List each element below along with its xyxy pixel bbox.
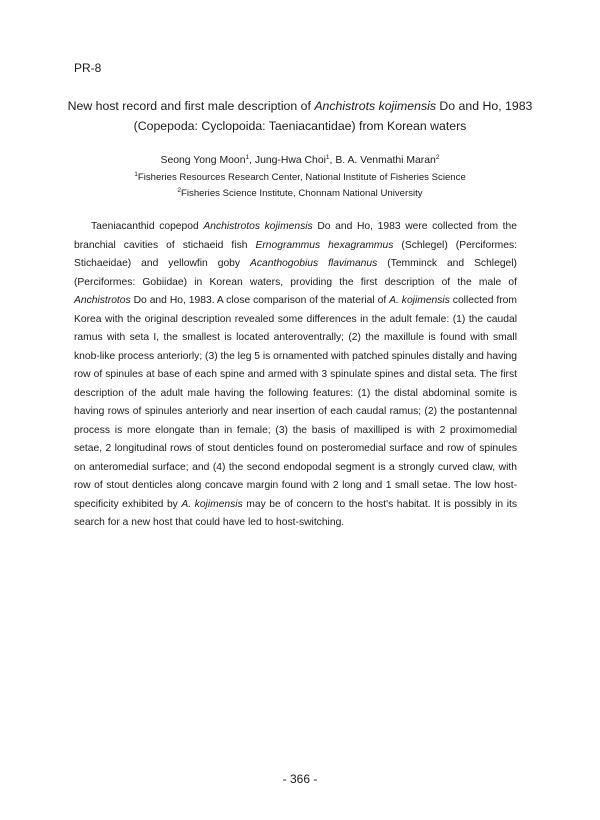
- abstract-text-run: (Schlegel) (Perciformes: Stichaeidae) and yellowfin goby: [74, 239, 517, 269]
- author-separator: ,: [249, 155, 255, 166]
- author: [335, 155, 439, 166]
- abstract-text-run: Taeniacanthid copepod: [91, 221, 204, 232]
- author-separator: ,: [329, 155, 336, 166]
- presentation-code: PR-8: [74, 61, 102, 75]
- author-name: Jung-Hwa Choi: [254, 155, 326, 166]
- page-number: - 366 -: [282, 772, 318, 786]
- abstract-species-name: Anchistrotos kojimensis: [203, 221, 313, 232]
- affiliation-mark: 2: [177, 187, 182, 194]
- affiliation-2: [60, 188, 540, 200]
- abstract-species-name: Acanthogobius flavimanus: [250, 258, 378, 269]
- author-name: Seong Yong Moon: [160, 155, 246, 166]
- author-name: B. A. Venmathi Maran: [335, 155, 436, 166]
- abstract-text-run: (Temminck and Schlegel) (Perciformes: Gobiidae) in Korean waters, providing the first description of the male of: [74, 258, 517, 288]
- abstract-species-name: Anchistrotos: [74, 295, 131, 306]
- author-affiliation-mark: 2: [435, 154, 440, 161]
- abstract-text-run: Do and Ho, 1983. A close comparison of the material of: [130, 295, 390, 306]
- paper-title: [60, 96, 540, 136]
- abstract-paragraph: [74, 218, 517, 533]
- abstract-text-run: Do and Ho, 1983 were collected from the branchial cavities of stichaeid fish: [74, 221, 517, 251]
- affiliation-1: [60, 172, 540, 184]
- author-list: [60, 154, 540, 168]
- abstract-text-run: collected from Korea with the original description revealed some differences in the adult female: (1) the caudal ramus with seta I, the smallest is located anteroventrally; (2) the maxillule is found with small knob-like process anteriorly; (3) the leg 5 is ornamented with patched spinules distally and having row of spinules at base of each spine and armed with 3 spinulate spines and distal seta. The first description of the adult male having the following features: (1) the distal abdominal somite is having rows of spinules anteriorly and near insertion of each caudal ramus; (2) the postantennal process is more elongate than in female; (3) the basis of maxilliped is with 2 proximomedial setae, 2 longitudinal rows of stout denticles found on posteromedial surface and row of spinules on anteromedial surface; and (4) the second endopodal segment is a strongly curved claw, with row of stout denticles along concave margin found with 2 long and 1 small setae. The low host-specificity exhibited by: [74, 295, 518, 510]
- abstract-text-run: may be of concern to the host's habitat. It is possibly in its search for a new host that could have led to host-switching.: [74, 498, 517, 528]
- author-affiliation-mark: 1: [245, 154, 250, 161]
- title-species-name: Anchistrots kojimensis: [314, 99, 436, 113]
- affiliation-mark: 1: [134, 171, 138, 178]
- affiliation-text: Fisheries Resources Research Center, National Institute of Fisheries Science: [137, 172, 466, 183]
- title-text-part1: New host record and first male description of: [67, 99, 315, 113]
- affiliation-text: Fisheries Science Institute, Chonnam National University: [181, 188, 423, 199]
- author: [161, 155, 255, 166]
- abstract-species-name: A. kojimensis: [181, 498, 243, 510]
- title-text-part2: Do and Ho, 1983 (Copepoda: Cyclopoida: Taeniacantidae) from Korean waters: [133, 99, 533, 133]
- author: [255, 155, 335, 166]
- abstract-species-name: A. kojimensis: [389, 295, 450, 306]
- author-affiliation-mark: 1: [325, 154, 330, 161]
- abstract-species-name: Ernogrammus hexagrammus: [255, 239, 394, 251]
